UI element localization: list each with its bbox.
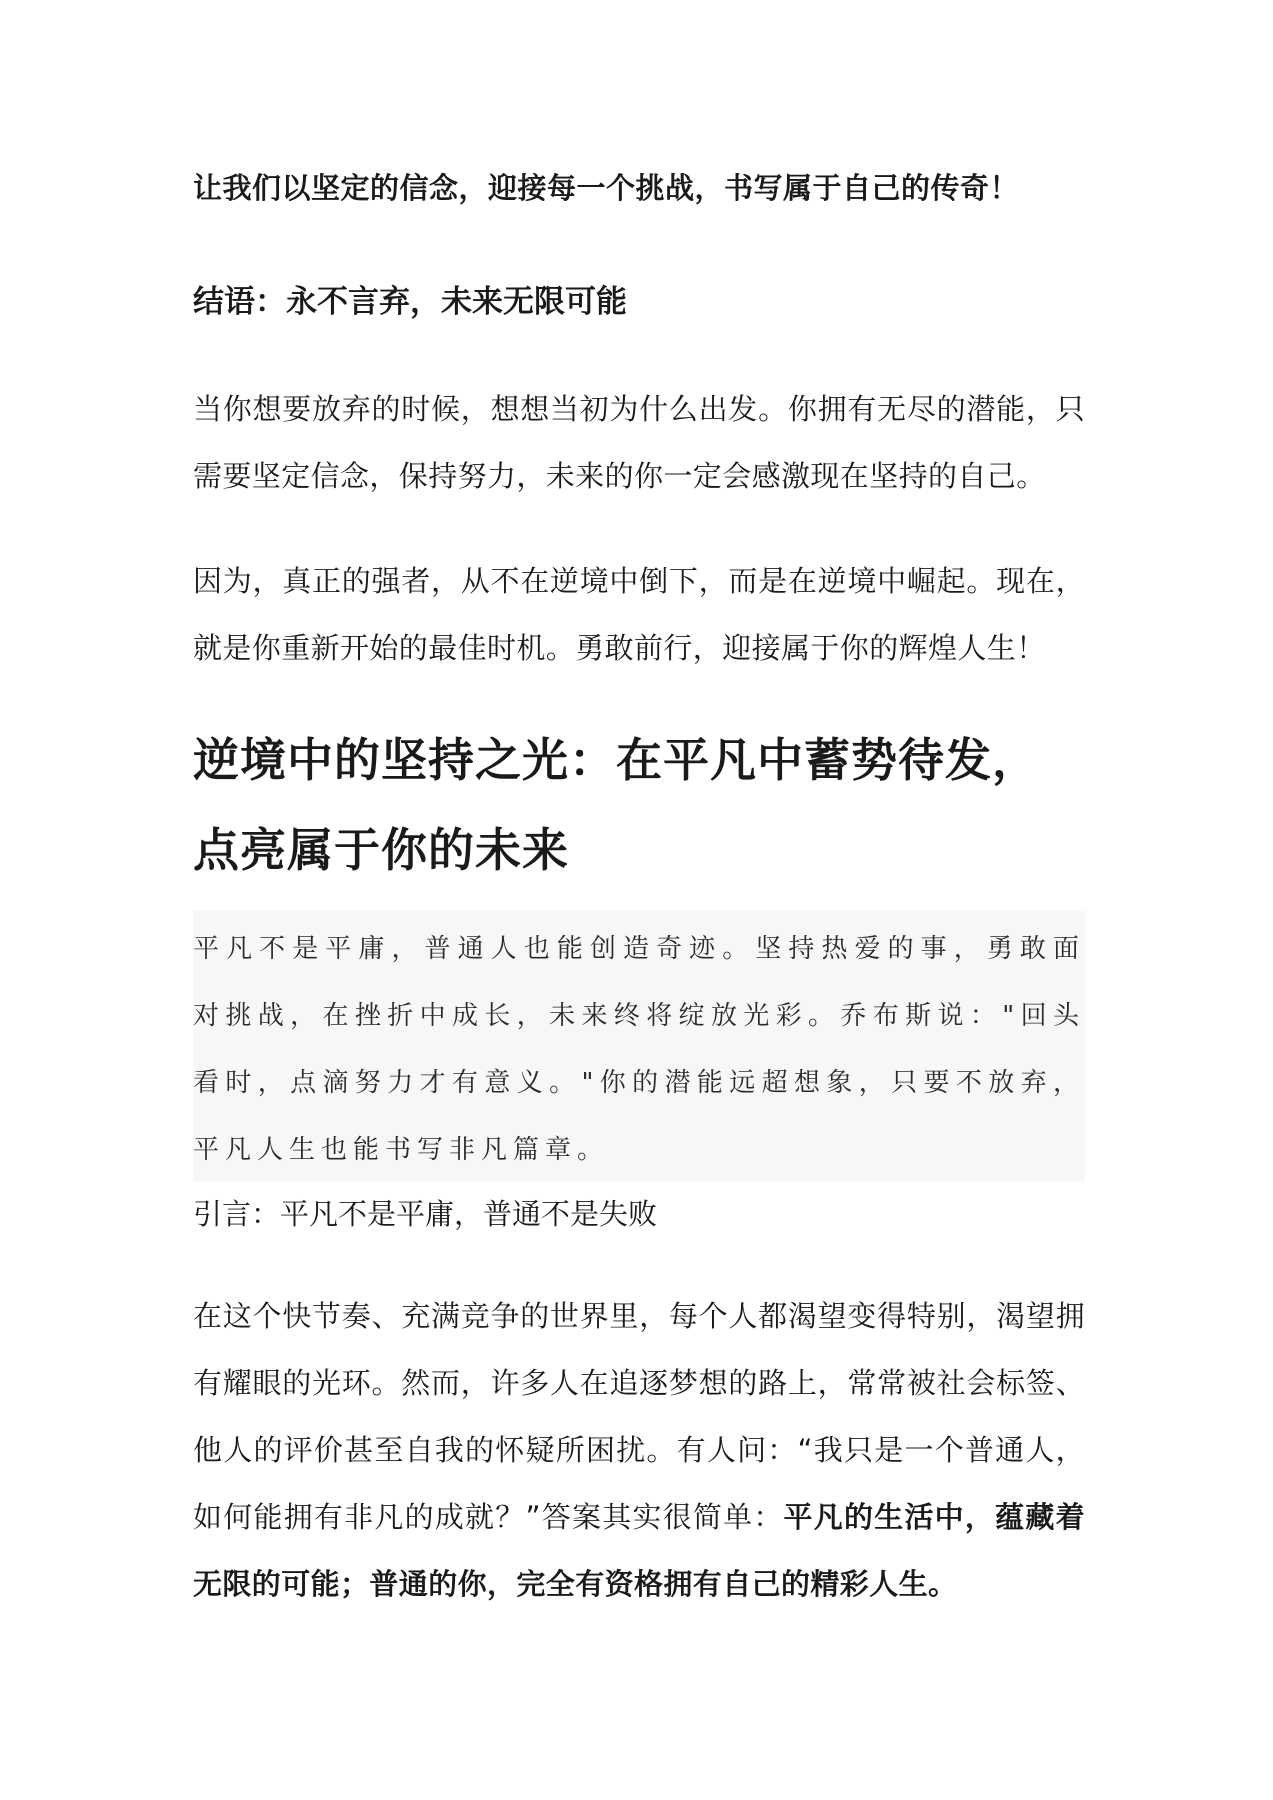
intro-paragraph-emphasis: 平凡的生活中，蕴藏着无限的可能；普通的你，完全有资格拥有自己的精彩人生。: [193, 1500, 1085, 1601]
body-paragraph: 当你想要放弃的时候，想想当初为什么出发。你拥有无尽的潜能，只需要坚定信念，保持努力，未来的你一定会感激现在坚持的自己。: [193, 392, 1085, 493]
summary-quote-box: [193, 911, 1085, 1181]
closing-motto: 让我们以坚定的信念，迎接每一个挑战，书写属于自己的传奇！: [193, 171, 1020, 205]
body-paragraph: 因为，真正的强者，从不在逆境中倒下，而是在逆境中崛起。现在，就是你重新开始的最佳时机。勇敢前行，迎接属于你的辉煌人生！: [193, 564, 1085, 665]
article-title: 逆境中的坚持之光：在平凡中蓄势待发，点亮属于你的未来: [193, 733, 1039, 877]
intro-paragraph-text: 在这个快节奏、充满竞争的世界里，每个人都渴望变得特别，渴望拥有耀眼的光环。然而，许多人在追逐梦想的路上，常常被社会标签、他人的评价甚至自我的怀疑所困扰。有人问：“我只是一个普通人，如何能拥有非凡的成就？”答案其实很简单：: [193, 1299, 1085, 1534]
summary-quote-text: 平凡不是平庸，普通人也能创造奇迹。坚持热爱的事，勇敢面对挑战，在挫折中成长，未来终将绽放光彩。乔布斯说："回头看时，点滴努力才有意义。"你的潜能远超想象，只要不放弃，平凡人生也能书写非凡篇章。: [193, 934, 1085, 1165]
intro-heading: 引言：平凡不是平庸，普通不是失败: [193, 1197, 658, 1231]
conclusion-heading: 结语：永不言弃，未来无限可能: [193, 284, 627, 320]
intro-paragraph: [193, 1283, 1085, 1618]
